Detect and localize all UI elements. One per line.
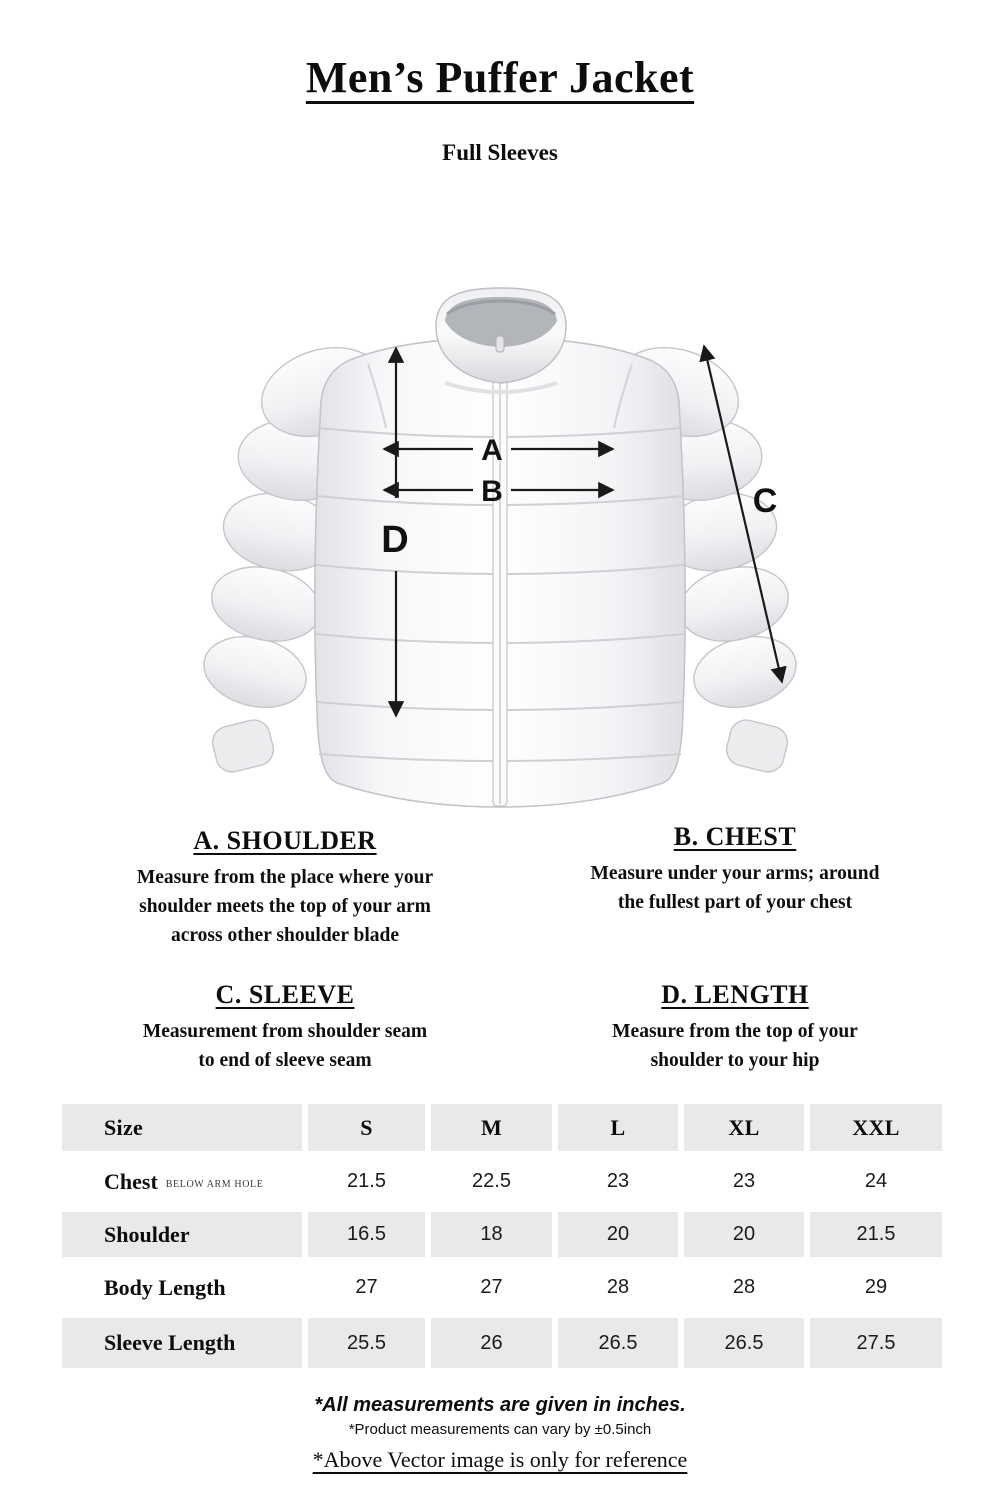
row-label-text: Body Length xyxy=(104,1274,226,1300)
footnote-tolerance: *Product measurements can vary by ±0.5inch xyxy=(348,1421,652,1438)
row-label-text: Sleeve Length xyxy=(104,1330,236,1355)
instruction-sleeve-heading: C. SLEEVE xyxy=(215,980,355,1009)
table-cell: 27.5 xyxy=(810,1318,942,1368)
table-cell: 16.5 xyxy=(308,1212,425,1257)
footnote-reference-text: *Above Vector image is only for reference xyxy=(312,1447,688,1472)
instruction-line: across other shoulder blade xyxy=(170,925,400,946)
zipper xyxy=(493,350,507,806)
size-table xyxy=(62,1104,942,1368)
table-cell: 26.5 xyxy=(684,1318,804,1368)
instruction-length-heading: D. LENGTH xyxy=(661,980,809,1009)
table-cell: 21.5 xyxy=(347,1170,386,1192)
table-cell: 23 xyxy=(732,1170,756,1192)
table-header-s: S xyxy=(308,1104,425,1151)
instruction-line: Measure under your arms; around xyxy=(590,863,880,884)
table-cell: 27 xyxy=(480,1276,503,1298)
page-subtitle: Full Sleeves xyxy=(442,140,558,165)
jacket-measurement-diagram xyxy=(200,280,800,810)
instruction-line: the fullest part of your chest xyxy=(617,892,853,913)
instruction-chest xyxy=(520,822,950,917)
table-cell: 26 xyxy=(431,1318,552,1368)
table-row-label-chest xyxy=(62,1151,302,1212)
instruction-line: to end of sleeve seam xyxy=(198,1050,372,1071)
table-header-xxl: XXL xyxy=(810,1104,942,1151)
instruction-line: Measure from the top of your xyxy=(612,1021,858,1042)
table-header-size: Size xyxy=(62,1104,302,1151)
instruction-sleeve xyxy=(55,980,515,1075)
footnote-inches: *All measurements are given in inches. xyxy=(314,1394,686,1416)
table-row-label-body-length xyxy=(62,1257,302,1318)
table-header-m: M xyxy=(431,1104,552,1151)
table-cell: 20 xyxy=(558,1212,678,1257)
page-title-text: Men’s Puffer Jacket xyxy=(305,53,695,102)
measure-label-c: C xyxy=(752,482,778,520)
table-cell: 26.5 xyxy=(558,1318,678,1368)
instruction-line: shoulder meets the top of your arm xyxy=(139,896,431,917)
table-cell: 22.5 xyxy=(472,1170,511,1192)
table-cell: 29 xyxy=(864,1276,888,1298)
instruction-line: shoulder to your hip xyxy=(650,1050,820,1071)
footnote-reference xyxy=(0,1447,1000,1473)
instruction-shoulder-heading: A. SHOULDER xyxy=(193,826,377,855)
instruction-shoulder xyxy=(55,826,515,950)
table-cell: 28 xyxy=(606,1276,630,1298)
table-header-l: L xyxy=(558,1104,678,1151)
table-cell: 23 xyxy=(606,1170,630,1192)
row-label-text: Chest xyxy=(104,1168,158,1194)
measure-label-d: D xyxy=(381,519,409,561)
jacket-illustration xyxy=(200,288,800,807)
instruction-chest-heading: B. CHEST xyxy=(673,822,797,851)
measure-label-a: A xyxy=(481,434,503,467)
table-cell: 27 xyxy=(355,1276,378,1298)
table-row-label-sleeve-length xyxy=(62,1318,302,1368)
page-title xyxy=(0,52,1000,103)
table-cell: 25.5 xyxy=(308,1318,425,1368)
instruction-line: Measure from the place where your xyxy=(136,867,434,888)
row-label-text: Shoulder xyxy=(104,1221,190,1247)
table-cell: 28 xyxy=(732,1276,756,1298)
table-cell: 24 xyxy=(864,1170,888,1192)
instruction-length xyxy=(520,980,950,1075)
instruction-line: Measurement from shoulder seam xyxy=(142,1021,428,1042)
table-header-xl: XL xyxy=(684,1104,804,1151)
table-cell: 18 xyxy=(431,1212,552,1257)
table-cell: 21.5 xyxy=(810,1212,942,1257)
row-label-suffix: BELOW ARM HOLE xyxy=(165,1179,264,1190)
table-cell: 20 xyxy=(684,1212,804,1257)
measure-label-b: B xyxy=(481,475,503,508)
table-row-label-shoulder xyxy=(62,1212,302,1257)
